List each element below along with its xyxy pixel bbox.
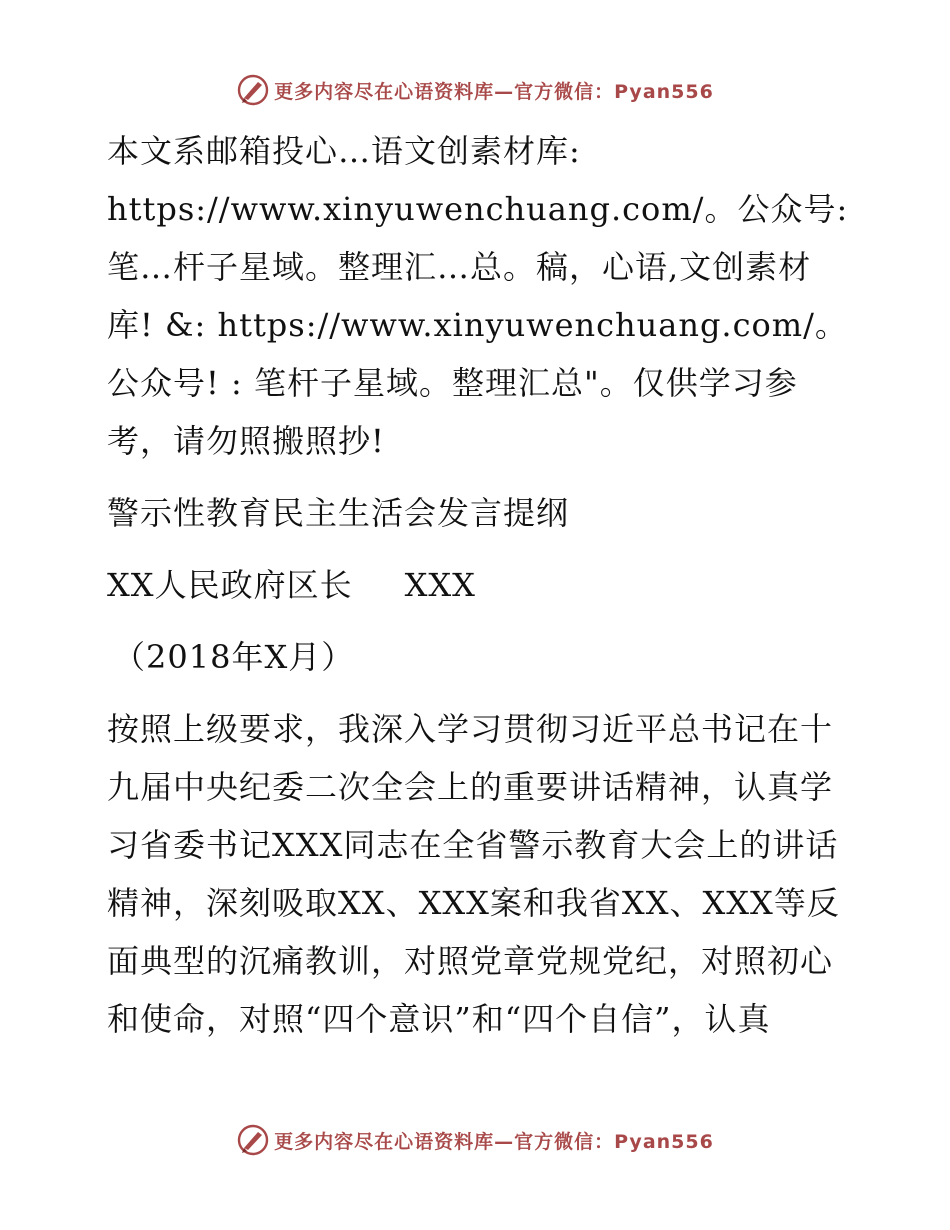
document-date: （2018年X月） (113, 638, 355, 676)
footer-watermark (0, 1120, 950, 1160)
header-watermark (0, 70, 950, 110)
body-paragraph: 按照上级要求，我深入学习贯彻习近平总书记在十九届中央纪委二次全会上的重要讲话精神，认真学习省委书记XXX同志在全省警示教育大会上的讲话精神，深刻吸取XX、XXX案和我省XX、XXX等反面典型的沉痛教训，对照党章党规党纪，对照初心和使命，对照“四个意识”和“四个自信”，认真 (107, 710, 840, 1038)
pen-logo-icon (236, 1123, 270, 1157)
author-name: XXX (404, 566, 476, 604)
author-organization: XX人民政府区长 (107, 566, 353, 604)
intro-paragraph: 本文系邮箱投心…语文创素材库: https://www.xinyuwenchuang.com/。公众号: 笔…杆子星域。整理汇…总。稿，心语,文创素材库! &: https://www.xinyuwenchuang.com/。公众号! : 笔杆子星域。整理汇总"。仅供学习参考，请勿照搬照抄! (107, 132, 849, 460)
pen-logo-icon (236, 73, 270, 107)
document-title: 警示性教育民主生活会发言提纲 (107, 494, 570, 532)
document-body (97, 122, 857, 1048)
watermark-text: 更多内容尽在心语资料库—官方微信：Pyan556 (274, 80, 714, 103)
watermark-text: 更多内容尽在心语资料库—官方微信：Pyan556 (274, 1130, 714, 1153)
author-line (97, 556, 857, 614)
